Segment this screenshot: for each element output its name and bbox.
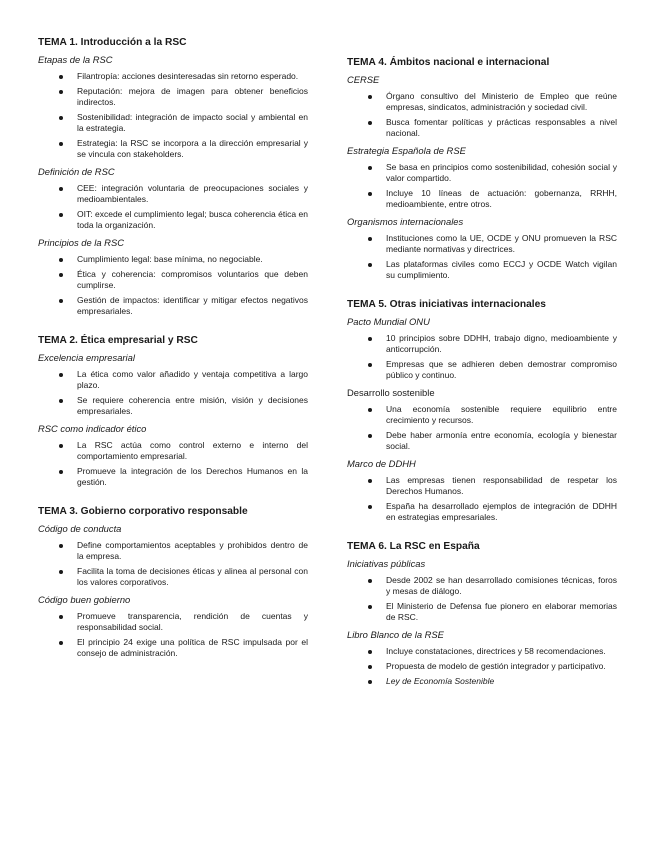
right-column — [347, 56, 617, 693]
section — [347, 298, 617, 523]
list-item — [347, 233, 617, 255]
list-item — [347, 404, 617, 426]
subsection-heading: Código de conducta — [38, 523, 122, 534]
bullet-list — [347, 91, 617, 139]
list-item-text: 10 principios sobre DDHH, trabajo digno, medioambiente y anticorrupción. — [386, 333, 617, 354]
list-item — [38, 295, 308, 317]
list-item-text: Gestión de impactos: identificar y mitigar efectos negativos empresariales. — [77, 295, 308, 316]
list-item — [38, 71, 308, 82]
list-item — [347, 601, 617, 623]
list-item — [347, 575, 617, 597]
list-item-text: Estrategia: la RSC se incorpora a la dirección empresarial y se vincula con stakeholders. — [77, 138, 308, 159]
bullet-list — [347, 646, 617, 687]
bullet-icon — [59, 116, 63, 120]
bullet-icon — [368, 665, 372, 669]
list-item — [347, 661, 617, 672]
list-item — [38, 637, 308, 659]
bullet-icon — [368, 263, 372, 267]
bullet-list — [38, 369, 308, 417]
bullet-icon — [368, 237, 372, 241]
list-item-text: Incluye 10 líneas de actuación: gobernanza, RRHH, medioambiente, entre otros. — [386, 188, 617, 209]
bullet-icon — [368, 95, 372, 99]
list-item — [347, 646, 617, 657]
bullet-icon — [59, 570, 63, 574]
list-item — [347, 333, 617, 355]
list-item-text: Ética y coherencia: compromisos voluntarios que deben cumplirse. — [77, 269, 308, 290]
list-item-text: Cumplimiento legal: base mínima, no negociable. — [77, 254, 263, 264]
section-title: TEMA 1. Introducción a la RSC — [38, 37, 187, 48]
list-item-text: Define comportamientos aceptables y prohibidos dentro de la empresa. — [77, 540, 308, 561]
list-item-text: Las plataformas civiles como ECCJ y OCDE Watch vigilan su cumplimiento. — [386, 259, 617, 280]
list-item-text: La RSC actúa como control externo e interno del comportamiento empresarial. — [77, 440, 308, 461]
bullet-icon — [368, 166, 372, 170]
section — [38, 334, 308, 488]
bullet-list — [347, 162, 617, 210]
subsection-heading: Iniciativas públicas — [347, 558, 426, 569]
bullet-icon — [59, 615, 63, 619]
list-item — [347, 259, 617, 281]
bullet-list — [38, 440, 308, 488]
list-item-text: Propuesta de modelo de gestión integrador y participativo. — [386, 661, 606, 671]
subsection-heading: Excelencia empresarial — [38, 352, 135, 363]
bullet-icon — [368, 479, 372, 483]
list-item — [38, 183, 308, 205]
list-item-text: El principio 24 exige una política de RSC impulsada por el consejo de administración. — [77, 637, 308, 658]
list-item-text: Empresas que se adhieren deben demostrar compromiso público y continuo. — [386, 359, 617, 380]
list-item-text: Una economía sostenible requiere equilibrio entre crecimiento y recursos. — [386, 404, 617, 425]
subsection-heading: Etapas de la RSC — [38, 54, 113, 65]
list-item-text: Sostenibilidad: integración de impacto social y ambiental en la estrategia. — [77, 112, 308, 133]
list-item — [38, 440, 308, 462]
subsection-heading: Organismos internacionales — [347, 216, 464, 227]
bullet-icon — [59, 90, 63, 94]
list-item — [347, 676, 617, 687]
list-item — [347, 117, 617, 139]
list-item-text: Órgano consultivo del Ministerio de Empleo que reúne empresas, sindicatos, administración y sociedad civil. — [386, 91, 617, 112]
subsection-heading: CERSE — [347, 74, 380, 85]
section — [347, 56, 617, 281]
bullet-icon — [59, 187, 63, 191]
bullet-icon — [368, 192, 372, 196]
subsection-heading: Libro Blanco de la RSE — [347, 629, 444, 640]
subsection-heading: Código buen gobierno — [38, 594, 131, 605]
list-item-text: Facilita la toma de decisiones éticas y alinea al personal con los valores corporativos. — [77, 566, 308, 587]
section-title: TEMA 2. Ética empresarial y RSC — [38, 335, 198, 346]
bullet-icon — [59, 213, 63, 217]
bullet-icon — [59, 142, 63, 146]
list-item — [347, 430, 617, 452]
bullet-icon — [368, 337, 372, 341]
list-item — [38, 395, 308, 417]
bullet-list — [347, 575, 617, 623]
list-item-text: Desde 2002 se han desarrollado comisiones técnicas, foros y mesas de diálogo. — [386, 575, 617, 596]
list-item-text: Incluye constataciones, directrices y 58 recomendaciones. — [386, 646, 606, 656]
bullet-icon — [59, 258, 63, 262]
list-item-text: Instituciones como la UE, OCDE y ONU promueven la RSC mediante normativas y directrices. — [386, 233, 617, 254]
list-item-text: Busca fomentar políticas y prácticas responsables a nivel nacional. — [386, 117, 617, 138]
subsection-heading: Principios de la RSC — [38, 237, 124, 248]
bullet-icon — [59, 470, 63, 474]
section — [347, 540, 617, 687]
bullet-icon — [59, 373, 63, 377]
list-item — [38, 209, 308, 231]
bullet-icon — [59, 75, 63, 79]
bullet-list — [347, 333, 617, 381]
list-item-text: Se requiere coherencia entre misión, visión y decisiones empresariales. — [77, 395, 308, 416]
bullet-list — [347, 233, 617, 281]
section-title: TEMA 3. Gobierno corporativo responsable — [38, 506, 248, 517]
bullet-icon — [59, 399, 63, 403]
list-item — [38, 369, 308, 391]
bullet-icon — [368, 363, 372, 367]
list-item — [38, 540, 308, 562]
bullet-list — [38, 611, 308, 659]
bullet-icon — [59, 641, 63, 645]
bullet-icon — [368, 680, 372, 684]
list-item — [38, 269, 308, 291]
subsection-heading: Marco de DDHH — [347, 458, 416, 469]
subsection-heading: Definición de RSC — [38, 166, 115, 177]
list-item-text: Filantropía: acciones desinteresadas sin retorno esperado. — [77, 71, 299, 81]
left-column — [38, 36, 308, 665]
list-item-text: Las empresas tienen responsabilidad de respetar los Derechos Humanos. — [386, 475, 617, 496]
list-item — [38, 112, 308, 134]
subsection-heading: Desarrollo sostenible — [347, 387, 435, 398]
bullet-icon — [368, 505, 372, 509]
bullet-list — [38, 540, 308, 588]
section — [38, 36, 308, 317]
list-item-text: Promueve transparencia, rendición de cuentas y responsabilidad social. — [77, 611, 308, 632]
list-item — [347, 359, 617, 381]
list-item-text: Promueve la integración de los Derechos Humanos en la gestión. — [77, 466, 308, 487]
list-item — [38, 138, 308, 160]
bullet-icon — [59, 544, 63, 548]
list-item-text: Se basa en principios como sostenibilidad, cohesión social y valor compartido. — [386, 162, 617, 183]
bullet-icon — [368, 605, 372, 609]
section-title: TEMA 6. La RSC en España — [347, 541, 480, 552]
section — [38, 505, 308, 659]
list-item — [38, 86, 308, 108]
bullet-icon — [368, 434, 372, 438]
section-title: TEMA 4. Ámbitos nacional e internacional — [347, 57, 550, 68]
subsection-heading: Pacto Mundial ONU — [347, 316, 430, 327]
section-title: TEMA 5. Otras iniciativas internacionales — [347, 299, 546, 310]
bullet-list — [347, 475, 617, 523]
bullet-icon — [368, 579, 372, 583]
bullet-list — [38, 71, 308, 160]
list-item-text: Debe haber armonía entre economía, ecología y bienestar social. — [386, 430, 617, 451]
bullet-icon — [59, 273, 63, 277]
bullet-list — [38, 183, 308, 231]
list-item — [347, 501, 617, 523]
bullet-icon — [59, 299, 63, 303]
list-item-text: OIT: excede el cumplimiento legal; busca coherencia ética en toda la organización. — [77, 209, 308, 230]
list-item — [38, 566, 308, 588]
bullet-icon — [368, 121, 372, 125]
list-item — [347, 475, 617, 497]
list-item-text: Ley de Economía Sostenible — [386, 676, 495, 686]
list-item-text: La ética como valor añadido y ventaja competitiva a largo plazo. — [77, 369, 308, 390]
list-item-text: CEE: integración voluntaria de preocupaciones sociales y medioambientales. — [77, 183, 308, 204]
list-item — [347, 188, 617, 210]
list-item — [38, 254, 308, 265]
subsection-heading: RSC como indicador ético — [38, 423, 147, 434]
list-item — [38, 611, 308, 633]
list-item — [347, 162, 617, 184]
list-item — [347, 91, 617, 113]
list-item-text: El Ministerio de Defensa fue pionero en elaborar memorias de RSC. — [386, 601, 617, 622]
subsection-heading: Estrategia Española de RSE — [347, 145, 466, 156]
bullet-icon — [368, 650, 372, 654]
list-item-text: España ha desarrollado ejemplos de integración de DDHH en estrategias empresariales. — [386, 501, 617, 522]
bullet-icon — [59, 444, 63, 448]
bullet-icon — [368, 408, 372, 412]
bullet-list — [38, 254, 308, 317]
list-item-text: Reputación: mejora de imagen para obtener beneficios indirectos. — [77, 86, 308, 107]
list-item — [38, 466, 308, 488]
bullet-list — [347, 404, 617, 452]
